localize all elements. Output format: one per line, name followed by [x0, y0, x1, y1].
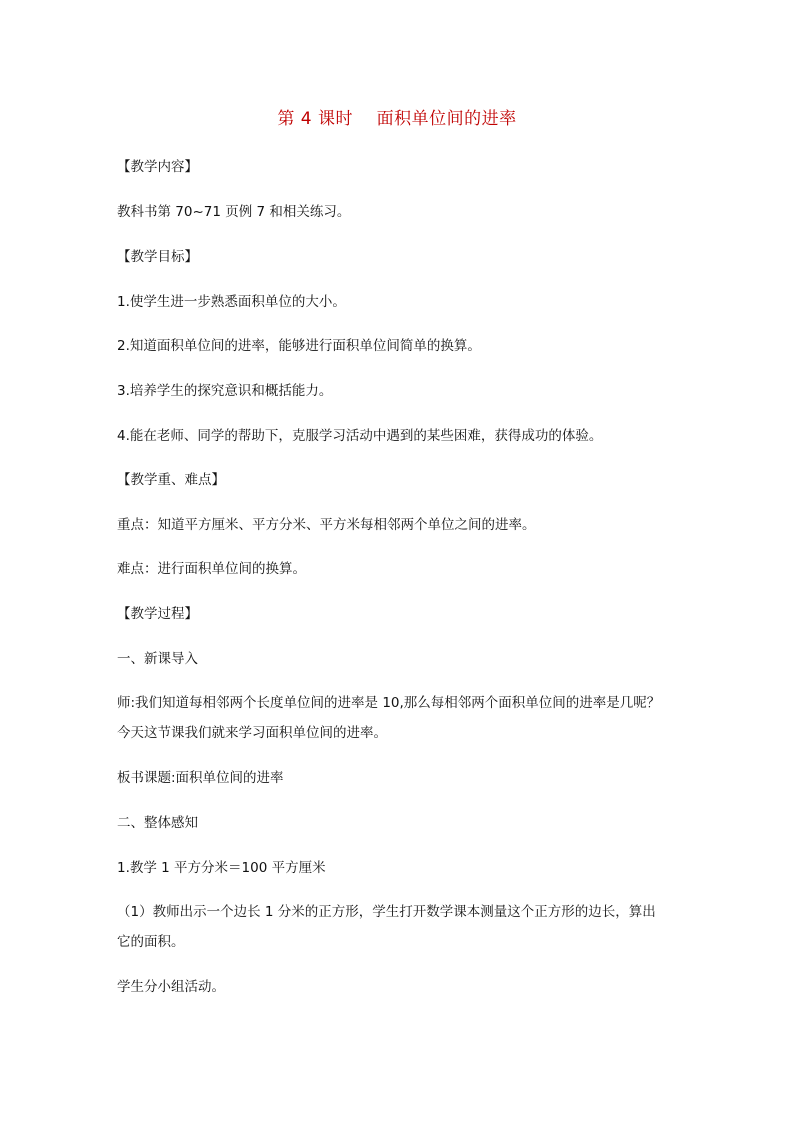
group-activity-text: 学生分小组活动。	[117, 979, 225, 995]
difficult-point: 难点：进行面积单位间的换算。	[117, 561, 306, 577]
teaching-item-1: 1.教学 1 平方分米＝100 平方厘米	[117, 860, 326, 876]
objective-3: 3.培养学生的探究意识和概括能力。	[117, 383, 333, 399]
board-title-text: 板书课题:面积单位间的进率	[117, 770, 284, 786]
lesson-title: 第 4 课时 面积单位间的进率	[277, 109, 517, 129]
content-text: 教科书第 70~71 页例 7 和相关练习。	[117, 204, 351, 220]
subheading-introduction: 一、新课导入	[117, 651, 198, 667]
objective-4: 4.能在老师、同学的帮助下，克服学习活动中遇到的某些困难，获得成功的体验。	[117, 428, 603, 444]
teacher-question-line-1: 师:我们知道每相邻两个长度单位间的进率是 10,那么每相邻两个面积单位间的进率是几呢？	[117, 695, 661, 711]
section-heading-content: 【教学内容】	[117, 159, 198, 175]
subheading-overall-perception: 二、整体感知	[117, 815, 198, 831]
objective-1: 1.使学生进一步熟悉面积单位的大小。	[117, 294, 346, 310]
section-heading-objectives: 【教学目标】	[117, 249, 198, 265]
activity-step-1-line-2: 它的面积。	[117, 934, 185, 950]
section-heading-process: 【教学过程】	[117, 606, 198, 622]
key-point: 重点：知道平方厘米、平方分米、平方米每相邻两个单位之间的进率。	[117, 517, 536, 533]
teacher-question-line-2: 今天这节课我们就来学习面积单位间的进率。	[117, 725, 387, 741]
section-heading-key-points: 【教学重、难点】	[117, 472, 225, 488]
activity-step-1-line-1: （1）教师出示一个边长 1 分米的正方形，学生打开数学课本测量这个正方形的边长，算出	[117, 904, 656, 920]
objective-2: 2.知道面积单位间的进率，能够进行面积单位间简单的换算。	[117, 338, 481, 354]
